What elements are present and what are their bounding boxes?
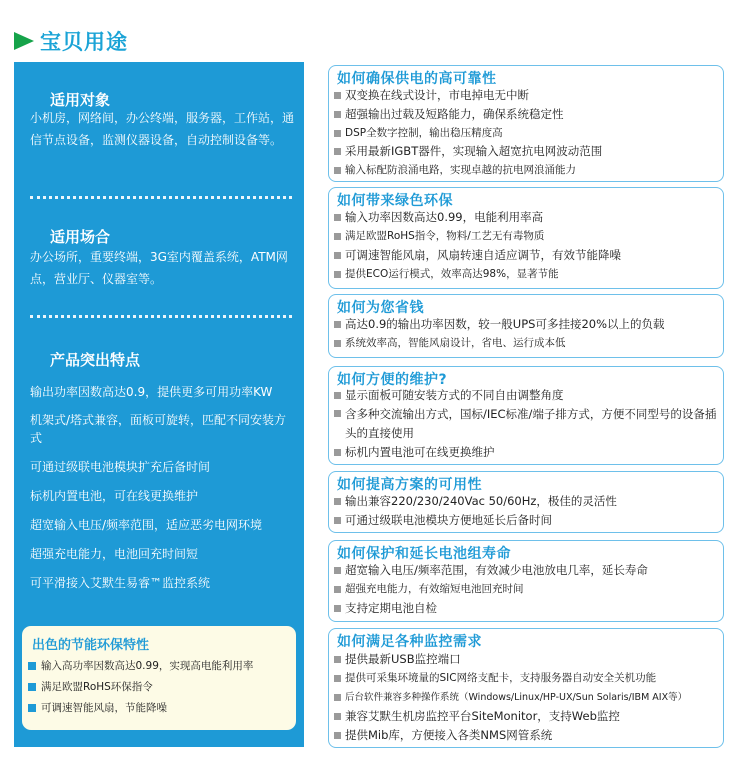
feature-item: 可平滑接入艾默生易睿™监控系统 xyxy=(30,576,211,590)
objects-title: 适用对象 xyxy=(50,91,111,109)
square-bullet-icon xyxy=(334,732,341,739)
box-item xyxy=(334,493,719,509)
dotted-divider xyxy=(30,196,292,199)
square-bullet-icon xyxy=(334,252,341,259)
box-item xyxy=(334,125,719,140)
box-item xyxy=(334,405,719,443)
feature-item: 可通过级联电池模块扩充后备时间 xyxy=(30,460,211,474)
square-bullet-icon xyxy=(334,605,341,612)
box-title: 如何满足各种监控需求 xyxy=(337,634,482,650)
square-bullet-icon xyxy=(334,567,341,574)
eco-card xyxy=(22,626,296,730)
savings-box xyxy=(328,294,724,358)
box-item-label: 提供ECO运行模式，效率高达98%，显著节能 xyxy=(345,268,559,280)
box-item xyxy=(334,162,719,177)
box-item-label: 可通过级联电池模块方便地延长后备时间 xyxy=(345,513,552,527)
feature-item: 输出功率因数高达0.9，提供更多可用功率KW xyxy=(30,385,273,399)
square-bullet-icon xyxy=(334,148,341,155)
box-item xyxy=(334,581,719,596)
box-item-label: 超宽输入电压/频率范围，有效减少电池放电几率，延长寿命 xyxy=(345,563,648,577)
square-bullet-icon xyxy=(334,130,341,137)
box-item xyxy=(334,87,719,103)
feature-item: 标机内置电池，可在线更换维护 xyxy=(30,489,199,503)
arrow-right-icon xyxy=(14,32,34,50)
eco-item xyxy=(28,679,153,694)
box-item-label: 支持定期电池自检 xyxy=(345,601,437,615)
box-title: 如何提高方案的可用性 xyxy=(337,477,482,493)
eco-item xyxy=(28,700,167,715)
box-item xyxy=(334,106,719,122)
eco-item-label: 输入高功率因数高达0.99，实现高电能利用率 xyxy=(41,660,254,672)
square-bullet-icon xyxy=(334,656,341,663)
square-bullet-icon xyxy=(334,517,341,524)
box-title: 如何带来绿色环保 xyxy=(337,193,453,209)
feature-item: 超宽输入电压/频率范围，适应恶劣电网环境 xyxy=(30,518,263,532)
box-title: 如何为您省钱 xyxy=(337,300,424,316)
box-item xyxy=(334,209,719,225)
section-header xyxy=(14,24,128,58)
box-item-label: 可调速智能风扇，风扇转速自适应调节，有效节能降噪 xyxy=(345,248,621,262)
dotted-divider xyxy=(30,315,292,318)
box-item-label: 后台软件兼容多种操作系统（Windows/Linux/HP-UX/Sun Solaris/IBM AIX等） xyxy=(345,692,688,703)
box-item-label: 标机内置电池可在线更换维护 xyxy=(345,445,495,459)
green-box xyxy=(328,187,724,289)
box-item xyxy=(334,266,719,281)
box-title: 如何确保供电的高可靠性 xyxy=(337,71,497,87)
square-bullet-icon xyxy=(334,410,341,417)
objects-text: 小机房，网络间，办公终端，服务器，工作站，通信节点设备，监测仪器设备，自动控制设备等。 xyxy=(30,111,295,147)
box-item-label: 提供可采集环境量的SIC网络支配卡，支持服务器自动安全关机功能 xyxy=(345,672,657,684)
feature-item: 超强充电能力，电池回充时间短 xyxy=(30,547,199,561)
box-item-label: 高达0.9的输出功率因数，较一般UPS可多挂接20%以上的负载 xyxy=(345,317,665,331)
box-item-label: DSP全数字控制，输出稳压精度高 xyxy=(345,127,503,139)
square-bullet-icon xyxy=(334,111,341,118)
eco-item xyxy=(28,658,253,673)
box-item xyxy=(334,335,719,350)
box-item xyxy=(334,727,719,743)
square-bullet-icon xyxy=(334,92,341,99)
box-item xyxy=(334,387,719,403)
box-item xyxy=(334,562,719,578)
monitoring-box xyxy=(328,628,724,748)
box-item xyxy=(334,247,719,263)
square-bullet-icon xyxy=(334,321,341,328)
box-item xyxy=(334,143,719,159)
square-bullet-icon xyxy=(334,449,341,456)
box-title: 如何保护和延长电池组寿命 xyxy=(337,546,511,562)
box-item xyxy=(334,444,719,460)
box-item-label: 含多种交流输出方式，国标/IEC标准/端子排方式，方便不同型号的设备插头的直接使用 xyxy=(345,407,717,440)
square-bullet-icon xyxy=(334,167,341,174)
feature-item: 机架式/塔式兼容，面板可旋转，匹配不同安装方式 xyxy=(30,413,287,445)
box-title: 如何方便的维护? xyxy=(337,372,448,388)
availability-box xyxy=(328,471,724,533)
box-item-label: 提供最新USB监控端口 xyxy=(345,652,461,666)
places-text: 办公场所，重要终端，3G室内覆盖系统，ATM网点，营业厅、仪器室等。 xyxy=(30,250,288,286)
eco-item-label: 满足欧盟RoHS环保指令 xyxy=(41,681,153,693)
box-item-label: 提供Mib库，方便接入各类NMS网管系统 xyxy=(345,728,553,742)
box-item-label: 双变换在线式设计，市电掉电无中断 xyxy=(345,88,529,102)
box-item-label: 采用最新IGBT器件，实现输入超宽抗电网波动范围 xyxy=(345,144,603,158)
square-bullet-icon xyxy=(334,271,341,278)
box-item-label: 显示面板可随安装方式的不同自由调整角度 xyxy=(345,388,564,402)
box-item-label: 超强充电能力，有效缩短电池回充时间 xyxy=(345,583,524,595)
section-title: 宝贝用途 xyxy=(40,30,128,54)
reliability-box xyxy=(328,65,724,182)
eco-title: 出色的节能环保特性 xyxy=(32,638,150,653)
battery-life-box xyxy=(328,540,724,622)
square-bullet-icon xyxy=(334,675,341,682)
box-item xyxy=(334,670,719,685)
features-title: 产品突出特点 xyxy=(50,351,141,369)
box-item xyxy=(334,651,719,667)
box-item xyxy=(334,316,719,332)
places-title: 适用场合 xyxy=(50,228,111,246)
square-bullet-icon xyxy=(28,704,36,712)
square-bullet-icon xyxy=(334,233,341,240)
box-item-label: 输入标配防浪涌电路，实现卓越的抗电网浪涌能力 xyxy=(345,164,576,176)
box-item xyxy=(334,708,719,724)
square-bullet-icon xyxy=(28,683,36,691)
square-bullet-icon xyxy=(334,694,341,701)
square-bullet-icon xyxy=(334,498,341,505)
box-item-label: 超强输出过载及短路能力，确保系统稳定性 xyxy=(345,107,564,121)
square-bullet-icon xyxy=(28,662,36,670)
square-bullet-icon xyxy=(334,586,341,593)
box-item-label: 兼容艾默生机房监控平台SiteMonitor，支持Web监控 xyxy=(345,709,620,723)
square-bullet-icon xyxy=(334,713,341,720)
box-item xyxy=(334,512,719,528)
eco-item-label: 可调速智能风扇，节能降噪 xyxy=(41,702,167,714)
box-item-label: 输出兼容220/230/240Vac 50/60Hz，极佳的灵活性 xyxy=(345,494,617,508)
box-item xyxy=(334,600,719,616)
box-item-label: 系统效率高，智能风扇设计，省电、运行成本低 xyxy=(345,337,566,349)
maintenance-box xyxy=(328,366,724,465)
square-bullet-icon xyxy=(334,392,341,399)
square-bullet-icon xyxy=(334,340,341,347)
box-item-label: 满足欧盟RoHS指令，物料/工艺无有毒物质 xyxy=(345,230,545,242)
box-item xyxy=(334,689,719,703)
box-item-label: 输入功率因数高达0.99，电能利用率高 xyxy=(345,210,544,224)
box-item xyxy=(334,228,719,243)
square-bullet-icon xyxy=(334,214,341,221)
